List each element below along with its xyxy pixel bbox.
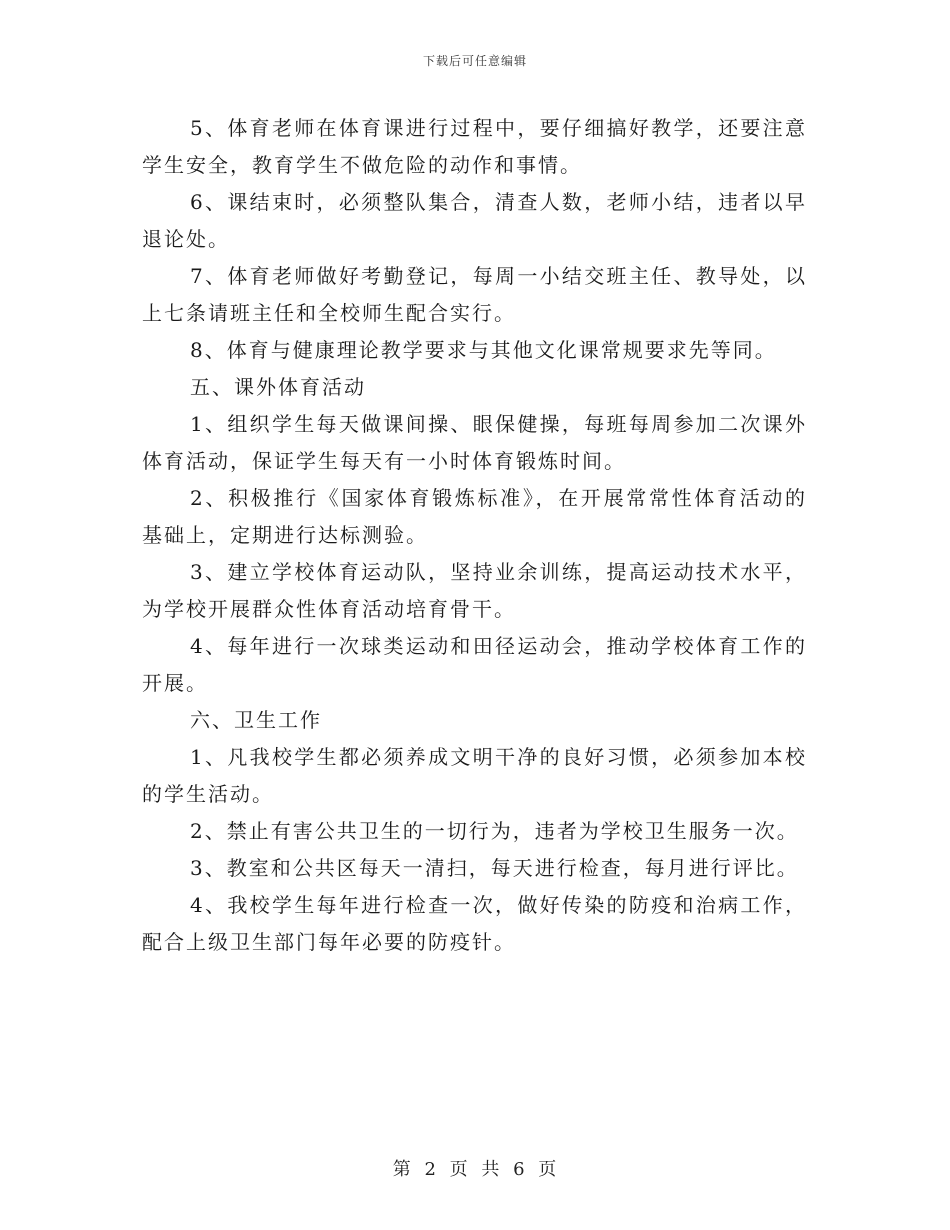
- page-number-footer: 第 2 页 共 6 页: [392, 1159, 558, 1180]
- document-body: [142, 110, 807, 961]
- paragraph-hygiene-2: 2、禁止有害公共卫生的一切行为，违者为学校卫生服务一次。: [190, 819, 799, 843]
- paragraph-item-7: 7、体育老师做好考勤登记，每周一小结交班主任、教导处，以上七条请班主任和全校师生配合实行。: [142, 264, 807, 325]
- section-heading-extracurricular: 五、课外体育活动: [190, 375, 366, 399]
- paragraph-extracurricular-2: 2、积极推行《国家体育锻炼标准》，在开展常常性体育活动的基础上，定期进行达标测验。: [142, 486, 807, 547]
- paragraph-hygiene-3: 3、教室和公共区每天一清扫，每天进行检查，每月进行评比。: [190, 856, 799, 880]
- paragraph-item-5: 5、体育老师在体育课进行过程中，要仔细搞好教学，还要注意学生安全，教育学生不做危险的动作和事情。: [142, 116, 807, 177]
- header-note: 下载后可任意编辑: [422, 54, 527, 68]
- paragraph-hygiene-1: 1、凡我校学生都必须养成文明干净的良好习惯，必须参加本校的学生活动。: [142, 745, 807, 806]
- paragraph-extracurricular-4: 4、每年进行一次球类运动和田径运动会，推动学校体育工作的开展。: [142, 634, 807, 695]
- paragraph-extracurricular-3: 3、建立学校体育运动队，坚持业余训练，提高运动技术水平，为学校开展群众性体育活动培育骨干。: [142, 560, 807, 621]
- paragraph-item-6: 6、课结束时，必须整队集合，清查人数，老师小结，违者以早退论处。: [142, 190, 807, 251]
- paragraph-item-8: 8、体育与健康理论教学要求与其他文化课常规要求先等同。: [190, 338, 777, 362]
- paragraph-hygiene-4: 4、我校学生每年进行检查一次，做好传染的防疫和治病工作，配合上级卫生部门每年必要的防疫针。: [142, 893, 807, 954]
- paragraph-extracurricular-1: 1、组织学生每天做课间操、眼保健操，每班每周参加二次课外体育活动，保证学生每天有一小时体育锻炼时间。: [142, 412, 807, 473]
- section-heading-hygiene: 六、卫生工作: [190, 708, 322, 732]
